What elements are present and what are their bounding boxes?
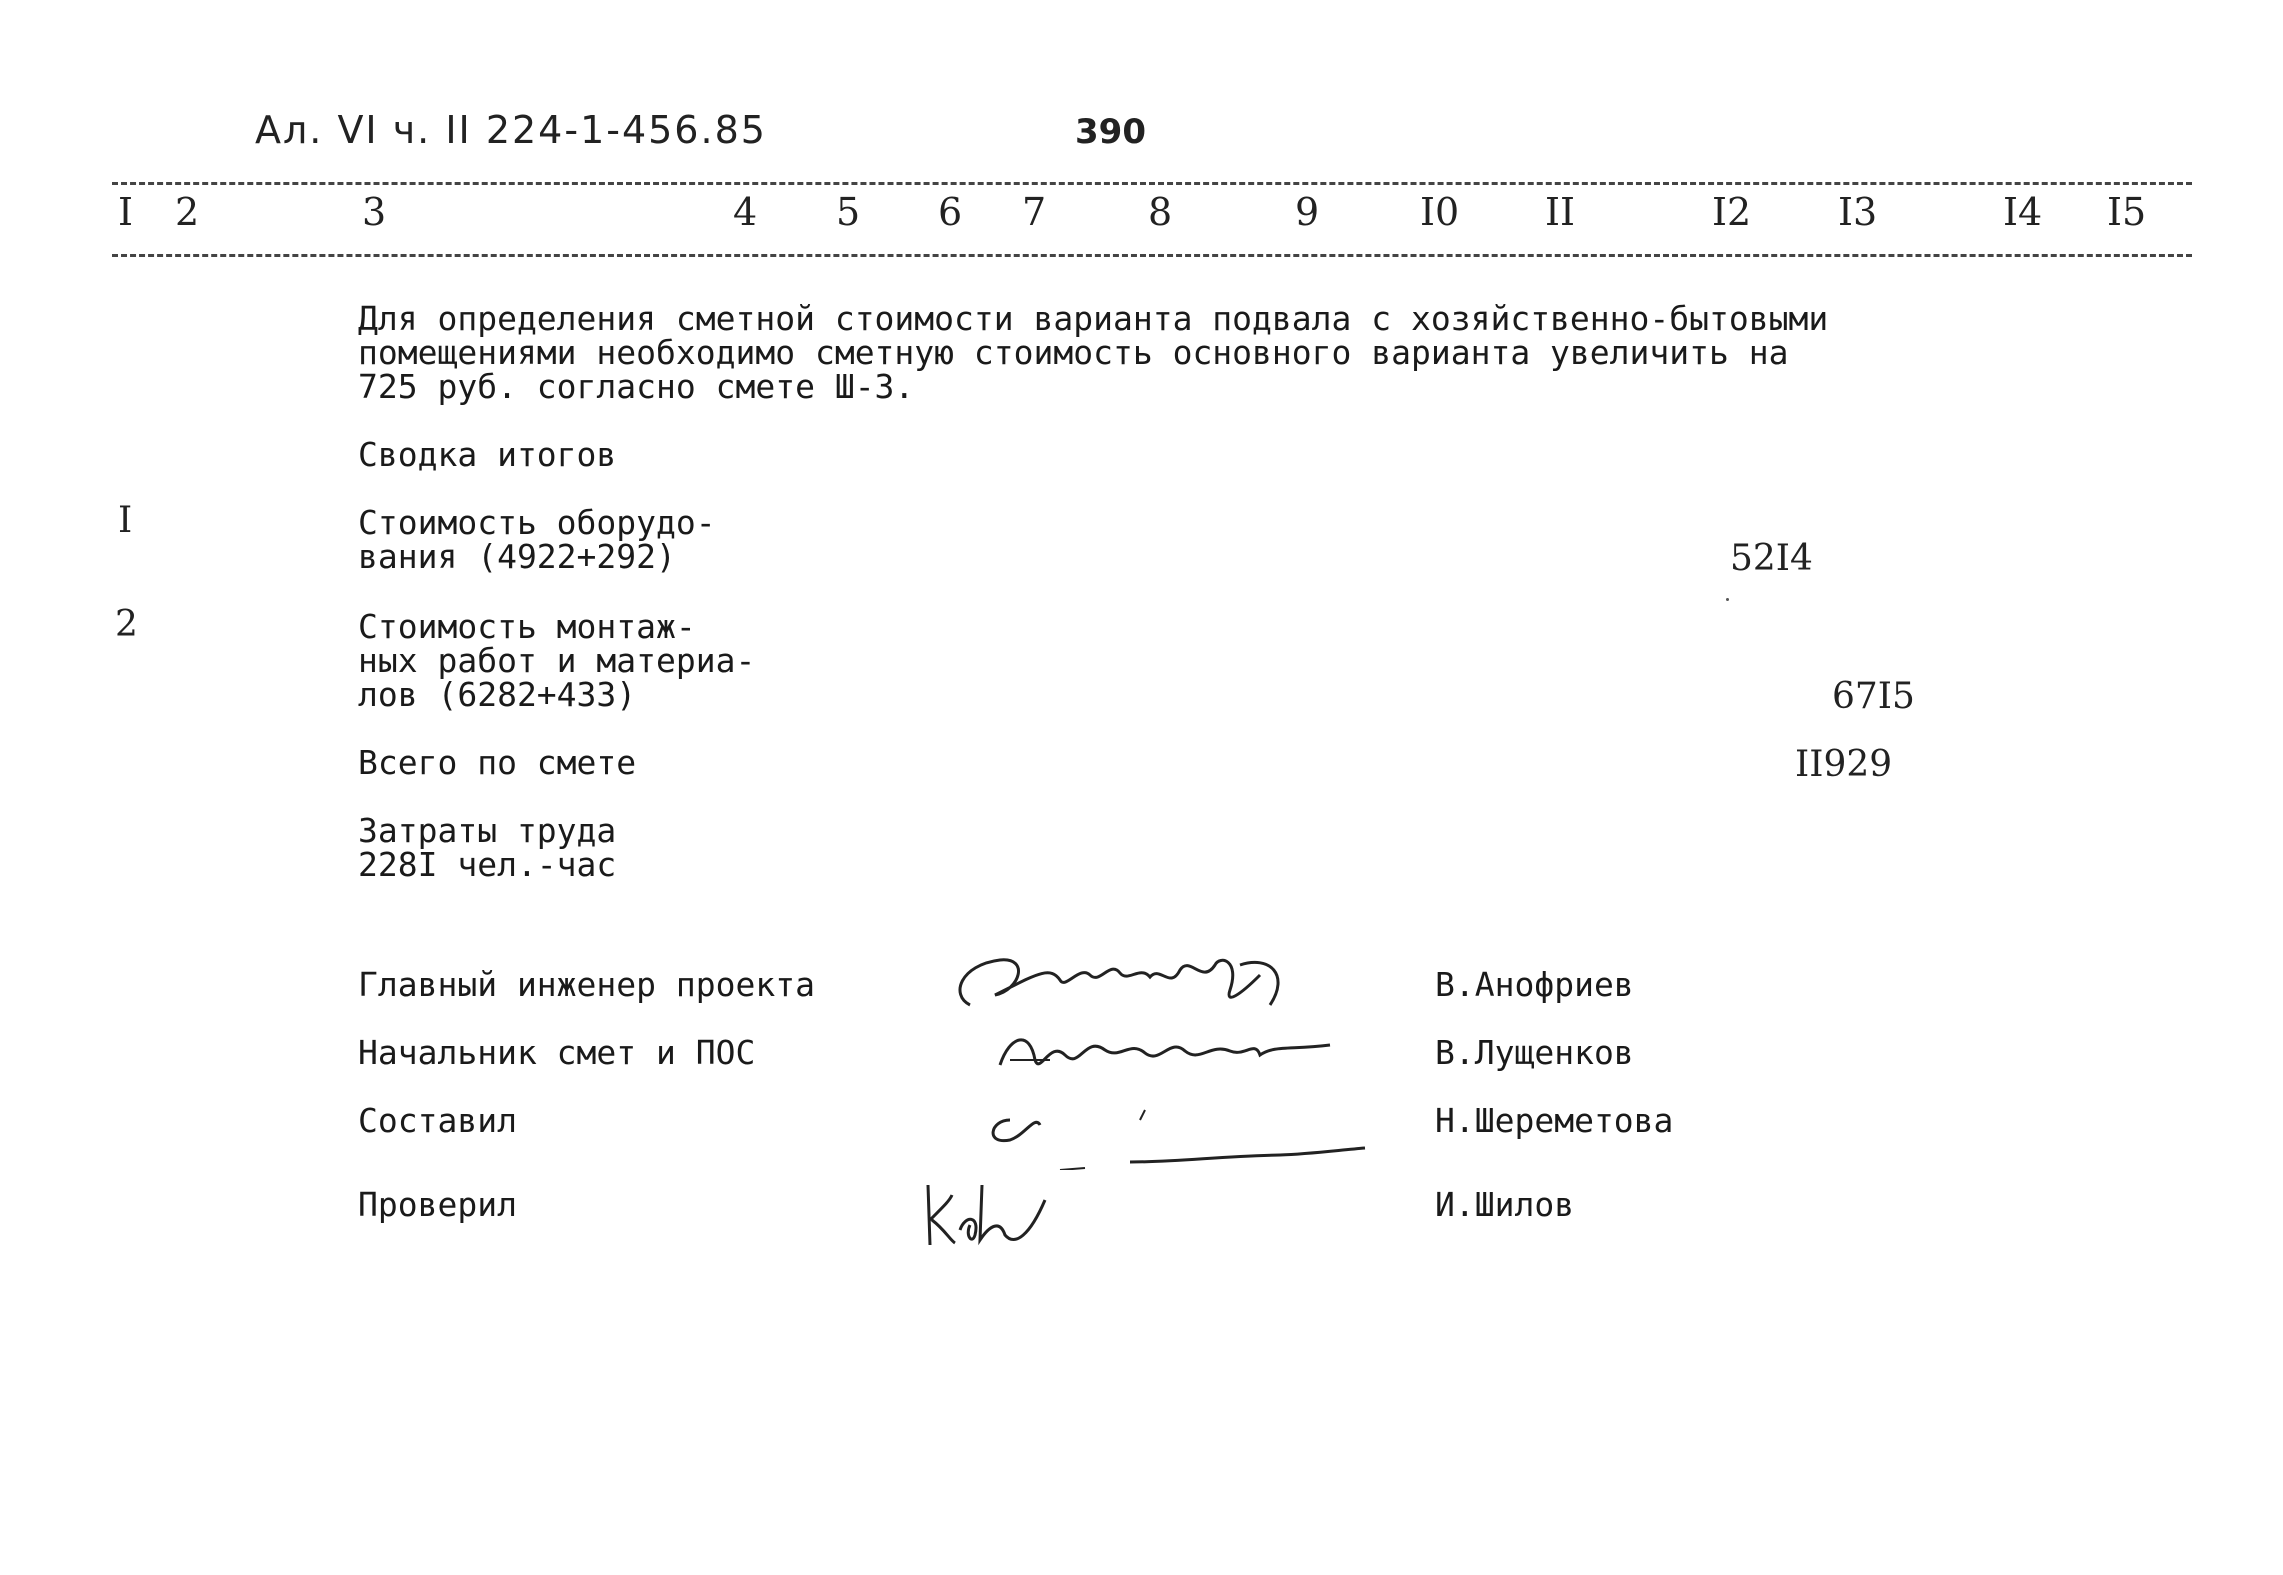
item-label: Стоимость монтаж-	[358, 607, 696, 646]
page-number: 390	[1075, 112, 1146, 152]
scan-speck	[1726, 598, 1729, 601]
column-number: I5	[2107, 190, 2147, 234]
top-dashed-rule	[112, 182, 2192, 185]
total-label: Всего по смете	[358, 743, 637, 782]
column-number: 7	[1022, 190, 1047, 234]
handwritten-signature-chief-engineer	[940, 935, 1320, 1025]
handwritten-signature-compiler	[980, 1090, 1380, 1170]
signature-name: И.Шилов	[1435, 1185, 1575, 1224]
item-number: 2	[115, 604, 138, 645]
summary-title: Сводка итогов	[358, 435, 617, 474]
column-number: 3	[362, 190, 387, 234]
column-number: I2	[1712, 190, 1752, 234]
signature-role: Начальник смет и ПОС	[358, 1033, 756, 1072]
signature-name: В.Лущенков	[1435, 1033, 1634, 1072]
column-number: I4	[2003, 190, 2043, 234]
item-value: 67I5	[1832, 676, 1915, 717]
column-number: I3	[1838, 190, 1878, 234]
column-number: 6	[938, 190, 963, 234]
handwritten-signature-estimates-head	[990, 1015, 1350, 1085]
column-number: 2	[175, 190, 200, 234]
item-number: I	[118, 500, 133, 541]
item-label: лов (6282+433)	[358, 675, 637, 714]
item-value: 52I4	[1730, 538, 1813, 579]
signature-role: Составил	[358, 1101, 517, 1140]
handwritten-signature-checker	[920, 1175, 1080, 1255]
signature-name: Н.Шереметова	[1435, 1101, 1674, 1140]
item-label: Стоимость оборудо-	[358, 503, 716, 542]
column-number: I0	[1420, 190, 1460, 234]
column-number: II	[1545, 190, 1576, 234]
item-label: ных работ и материа-	[358, 641, 756, 680]
labor-value: 228I чел.-час	[358, 845, 617, 884]
signature-name: В.Анофриев	[1435, 965, 1634, 1004]
note-line: 725 руб. согласно смете Ш-3.	[358, 367, 915, 406]
bottom-dashed-rule	[112, 254, 2192, 257]
column-number: 5	[836, 190, 861, 234]
total-value: II929	[1795, 744, 1893, 785]
document-code: Ал. VI ч. II 224-1-456.85	[255, 108, 767, 152]
column-number: I	[118, 190, 134, 234]
note-line: Для определения сметной стоимости варианта подвала с хозяйственно-бытовыми	[358, 299, 1829, 338]
signature-role: Проверил	[358, 1185, 517, 1224]
item-label: вания (4922+292)	[358, 537, 676, 576]
signature-role: Главный инженер проекта	[358, 965, 815, 1004]
column-number: 4	[733, 190, 758, 234]
column-number: 8	[1148, 190, 1173, 234]
labor-label: Затраты труда	[358, 811, 617, 850]
column-number: 9	[1295, 190, 1320, 234]
note-line: помещениями необходимо сметную стоимость основного варианта увеличить на	[358, 333, 1789, 372]
